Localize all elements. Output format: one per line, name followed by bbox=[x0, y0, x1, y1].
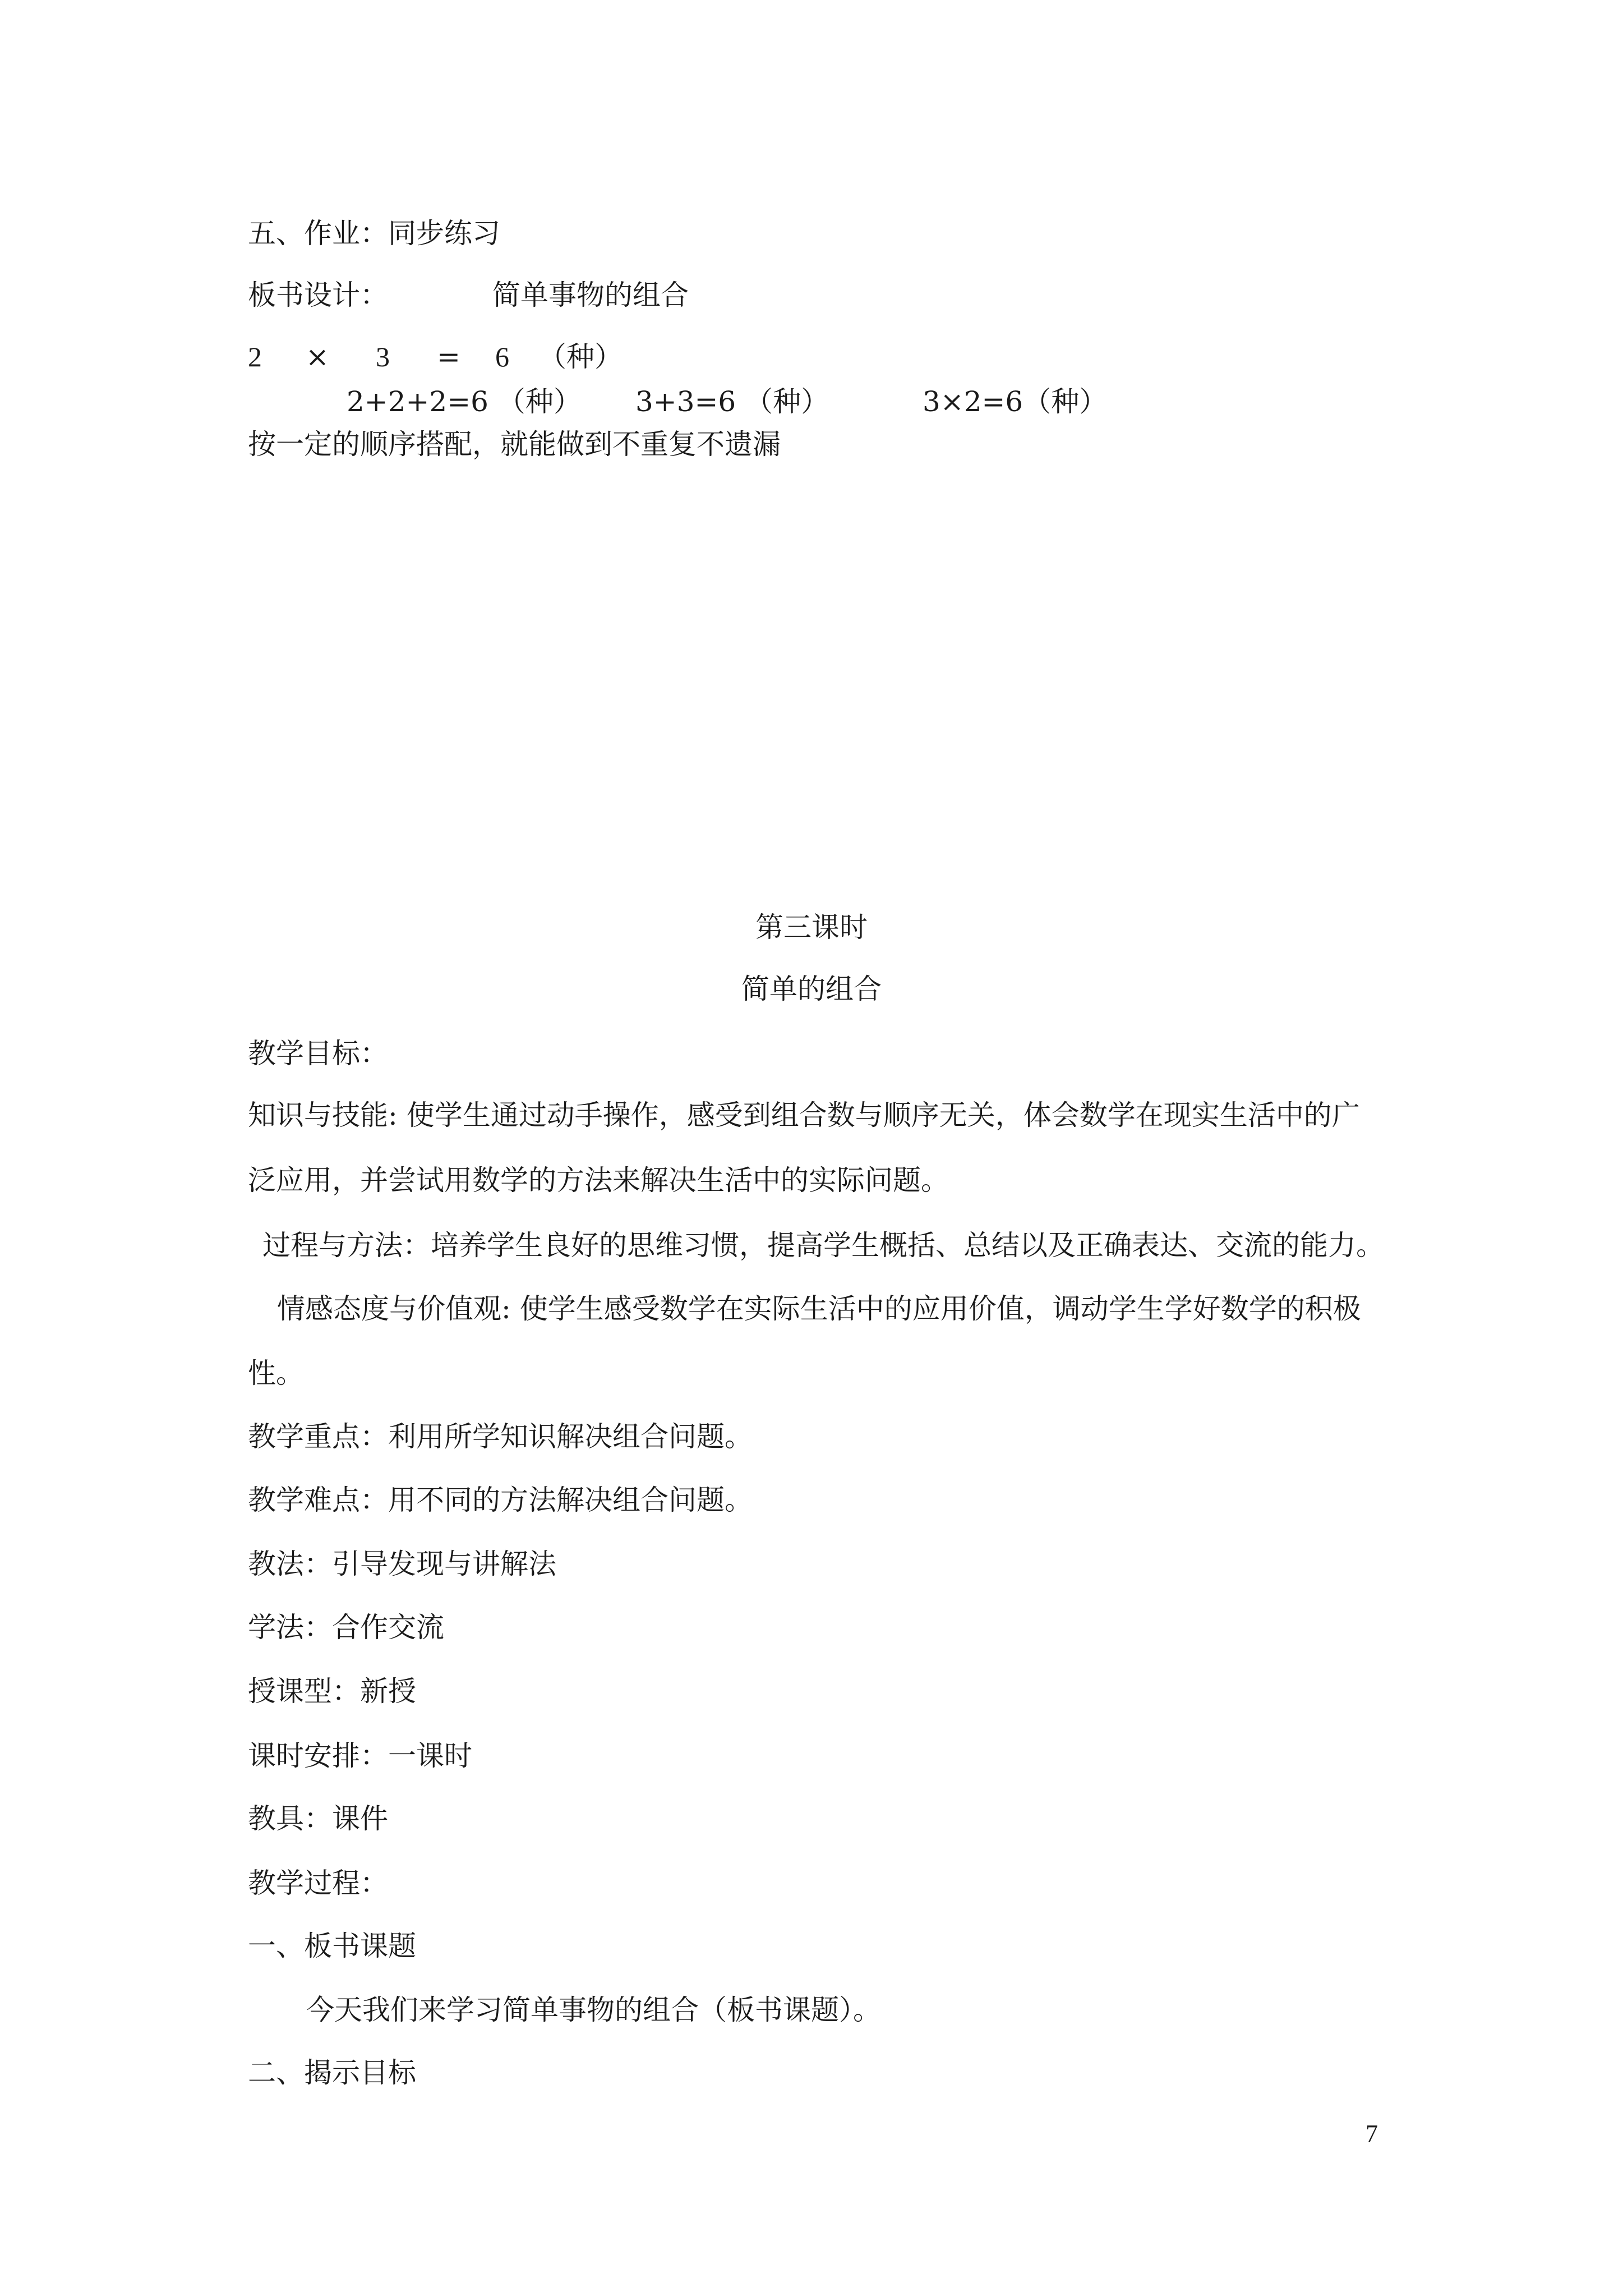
step1-body: 今天我们来学习简单事物的组合（板书课题）。 bbox=[306, 1994, 881, 2026]
equation-unit: （种） bbox=[538, 341, 623, 373]
tools: 教具：课件 bbox=[248, 1802, 388, 1835]
process-label: 教学过程： bbox=[248, 1867, 388, 1899]
knowledge-line-2: 泛应用，并尝试用数学的方法来解决生活中的实际问题。 bbox=[248, 1164, 949, 1197]
conclusion-line: 按一定的顺序搭配，就能做到不重复不遗漏 bbox=[248, 428, 781, 461]
emotion-line-2: 性。 bbox=[248, 1357, 304, 1389]
lesson-type: 授课型：新授 bbox=[248, 1675, 416, 1708]
sub-equation-1: 2+2+2=6 （种） bbox=[347, 385, 582, 418]
sub-equation-3: 3×2=6（种） bbox=[923, 385, 1108, 418]
learning-method: 学法：合作交流 bbox=[248, 1611, 444, 1644]
sub-equation-2: 3+3=6 （种） bbox=[635, 385, 829, 418]
process-objective: 过程与方法：培养学生良好的思维习惯，提高学生概括、总结以及正确表达、交流的能力。 bbox=[262, 1229, 1384, 1262]
schedule: 课时安排：一课时 bbox=[248, 1740, 472, 1772]
teaching-method: 教法：引导发现与讲解法 bbox=[248, 1548, 556, 1580]
equation-times: × bbox=[306, 341, 329, 373]
lesson-title: 简单的组合 bbox=[741, 973, 882, 1005]
equation-result: 6 bbox=[495, 341, 509, 372]
page-number: 7 bbox=[1366, 2120, 1378, 2147]
board-design-title: 简单事物的组合 bbox=[492, 279, 689, 311]
equation-a: 2 bbox=[248, 341, 262, 372]
knowledge-line-1: 知识与技能: 使学生通过动手操作，感受到组合数与顺序无关，体会数学在现实生活中的广 bbox=[248, 1099, 1360, 1131]
difficulty: 教学难点：用不同的方法解决组合问题。 bbox=[248, 1484, 753, 1516]
lesson-period: 第三课时 bbox=[755, 911, 868, 944]
equation-equals: = bbox=[437, 341, 460, 373]
board-design-label: 板书设计： bbox=[248, 279, 388, 311]
step2-title: 二、揭示目标 bbox=[248, 2056, 416, 2089]
emotion-line-1: 情感态度与价值观: 使学生感受数学在实际生活中的应用价值，调动学生学好数学的积极 bbox=[277, 1292, 1361, 1325]
objectives-label: 教学目标： bbox=[248, 1037, 388, 1070]
equation-b: 3 bbox=[376, 341, 390, 372]
step1-title: 一、板书课题 bbox=[248, 1930, 416, 1962]
key-point: 教学重点：利用所学知识解决组合问题。 bbox=[248, 1420, 753, 1453]
homework-line: 五、作业：同步练习 bbox=[248, 217, 500, 250]
